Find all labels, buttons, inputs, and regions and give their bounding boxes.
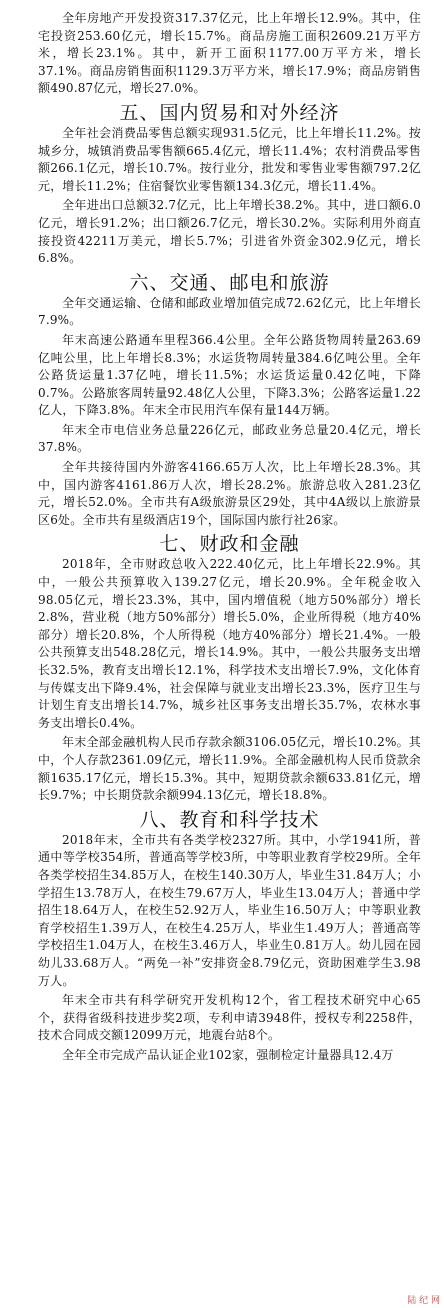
- paragraph-real-estate: 全年房地产开发投资317.37亿元，比上年增长12.9%。其中，住宅投资253.60亿元，增长15.7%。商品房施工面积2609.21万平方米，增长23.1%。其中，新开工面积1177.00万平方米，增长37.1%。商品房销售面积1129.3万平方米，增长17.9%；商品房销售额490.87亿元，增长27.0%。: [38, 11, 421, 96]
- paragraph-import-export: 全年进出口总额32.7亿元，比上年增长38.2%。其中，进口额6.0亿元，增长91.2%；出口额26.7亿元，增长30.2%。实际利用外商直接投资42211万美元，增长5.7%；引进省外资金302.9亿元，增长6.8%。: [38, 198, 421, 266]
- paragraph-transport-value: 全年交通运输、仓储和邮政业增加值完成72.62亿元，比上年增长7.9%。: [38, 295, 421, 328]
- section-heading-finance: 七、财政和金融: [159, 533, 300, 556]
- paragraph-tourism: 全年共接待国内外游客4166.65万人次，比上年增长28.3%。其中，国内游客4161.86万人次，增长28.2%。旅游总收入281.23亿元，增长52.0%。全市共有A级旅游景区29处，其中4A级以上旅游景区6处。全市共有星级酒店19个，国际国内旅行社26家。: [38, 460, 421, 527]
- paragraph-fiscal: 2018年，全市财政总收入222.40亿元，比上年增长22.9%。其中，一般公共预算收入139.27亿元，增长20.9%。全年税金收入98.05亿元，增长23.3%，其中，国内增值税（地方50%部分）增长2.8%，营业税（地方50%部分）增长5.0%，企业所得税（地方40%部分）增长20.8%，个人所得税（地方40%部分）增长21.4%。一般公共预算支出548.28亿元，增长14.9%。其中，一般公共服务支出增长32.5%，教育支出增长12.1%，科学技术支出增长7.9%，文化体育与传媒支出下降9.4%，社会保障与就业支出增长23.3%，医疗卫生与计划生育支出增长14.7%，城乡社区事务支出增长35.7%，农林水事务支出增长0.4%。: [38, 557, 421, 730]
- document-body: [0, 10, 444, 1064]
- paragraph-retail: 全年社会消费品零售总额实现931.5亿元，比上年增长11.2%。按城乡分，城镇消费品零售额665.4亿元，增长11.4%；农村消费品零售额266.1亿元，增长10.7%。按行业分，批发和零售业零售额797.2亿元，增长11.2%；住宿餐饮业零售额134.3亿元，增长11.4%。: [38, 125, 421, 193]
- paragraph-highway: 年末高速公路通车里程366.4公里。全年公路货物周转量263.69亿吨公里，比上年增长8.3%；水运货物周转量384.6亿吨公里。全年公路货运量1.37亿吨，增长11.5%；水运货运量0.42亿吨，下降0.7%。公路旅客周转量92.48亿人公里，下降3.3%；公路客运量1.22亿人，下降3.8%。年末全市民用汽车保有量144万辆。: [38, 332, 421, 418]
- paragraph-science: 年末全市共有科学研究开发机构12个，省工程技术研究中心65个，获得省级科技进步奖2项，专利申请3948件，授权专利2258件，技术合同成交额12099万元，地震台站8个。: [38, 993, 421, 1043]
- site-watermark-logo: 陆 纪 网: [407, 1296, 440, 1306]
- paragraph-telecom: 年末全市电信业务总量226亿元，邮政业务总量20.4亿元，增长37.8%。: [38, 422, 421, 455]
- paragraph-banking: 年末全部金融机构人民币存款余额3106.05亿元，增长10.2%。其中，个人存款2361.09亿元，增长11.9%。全部金融机构人民币贷款余额1635.17亿元，增长15.3%。其中，短期贷款余额633.81亿元，增长9.7%；中长期贷款余额994.13亿元，增长18.8%。: [38, 735, 421, 803]
- paragraph-certification: 全年全市完成产品认证企业102家，强制检定计量器具12.4万: [62, 1047, 394, 1062]
- section-heading-education: 八、教育和科学技术: [139, 808, 320, 831]
- section-heading-trade: 五、国内贸易和对外经济: [119, 101, 340, 124]
- paragraph-schools: 2018年末，全市共有各类学校2327所。其中，小学1941所，普通中等学校354所，普通高等学校3所，中等职业教育学校29所。全年各类学校招生34.85万人，在校生140.30万人，毕业生31.84万人；小学招生13.78万人，在校生79.67万人，毕业生13.04万人；普通中学招生18.64万人，在校生52.92万人，毕业生16.50万人；中等职业教育学校招生1.39万人，在校生4.25万人，毕业生1.49万人；普通高等学校招生1.04万人，在校生3.46万人，毕业生0.81万人。幼儿园在园幼儿33.68万人。“两免一补”安排资金8.79亿元，资助困难学生3.98万人。: [38, 832, 421, 988]
- section-heading-transport: 六、交通、邮电和旅游: [129, 271, 330, 294]
